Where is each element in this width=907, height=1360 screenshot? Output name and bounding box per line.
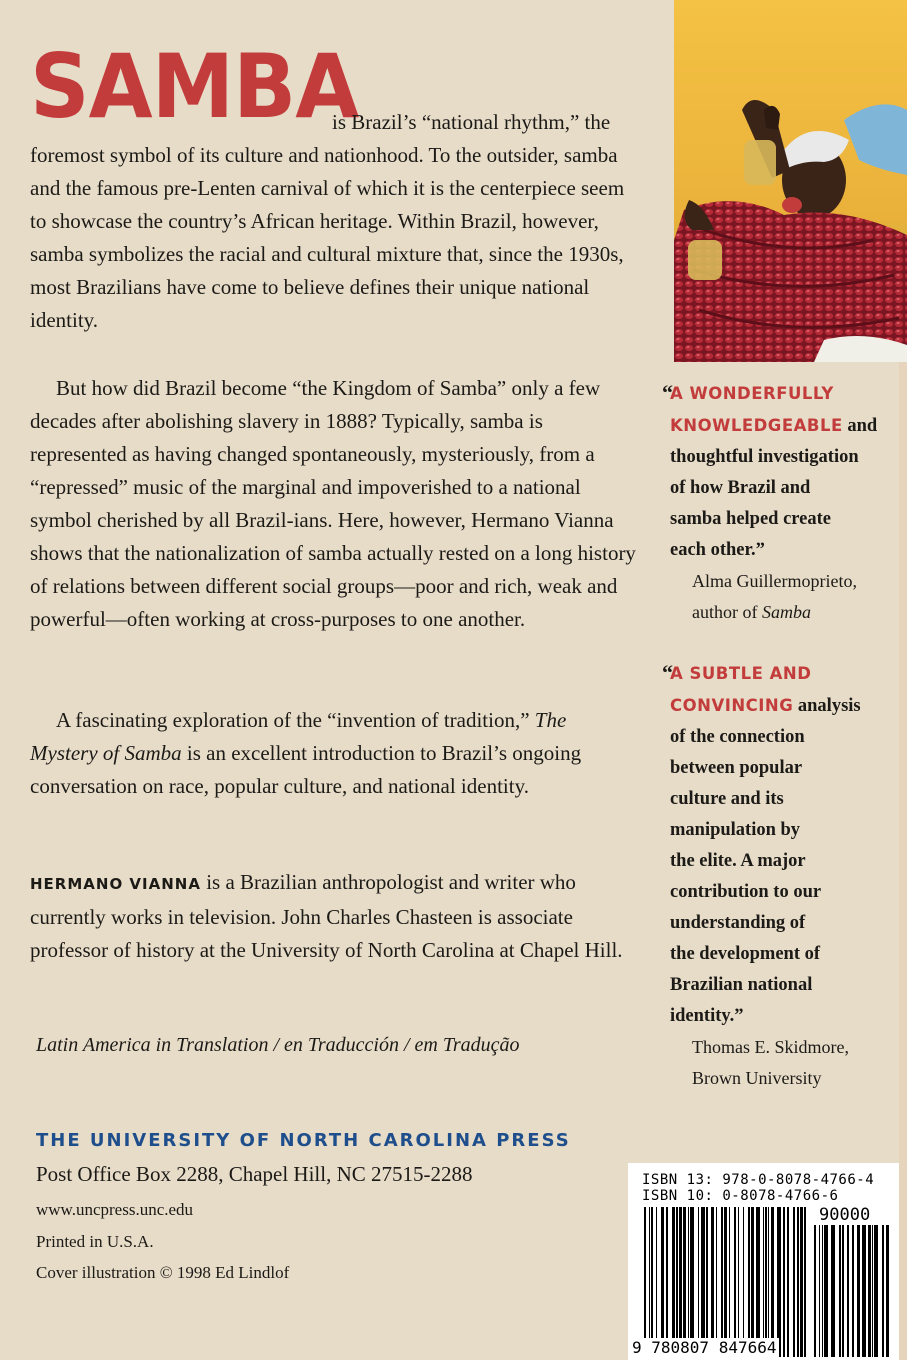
barcode-bar <box>729 1207 730 1357</box>
quote-1-author-detail <box>692 597 811 628</box>
barcode-bar <box>768 1207 769 1357</box>
barcode-bar <box>738 1207 739 1357</box>
description-paragraph-2: But how did Brazil become “the Kingdom of Samba” only a few decades after abolishing slavery in 1888? Typically, samba is represented as having changed spontaneously, mysteriously, from a “repressed” music of the marginal and impoverished to a national symbol cherished by all Brazil-ians. Here, however, Hermano Vianna shows that the nationalization of samba actually rested on a long history of relations between different social groups—poor and rich, weak and powerful—often working at cross-purposes to one another. <box>30 376 636 631</box>
barcode-bar <box>824 1225 828 1357</box>
barcode-bar <box>886 1225 889 1357</box>
barcode-bar <box>763 1207 764 1357</box>
quote-1-line: samba helped create <box>670 509 831 529</box>
barcode-bar <box>683 1207 686 1357</box>
quote-2-author: Thomas E. Skidmore, <box>692 1037 849 1057</box>
publisher-name: THE UNIVERSITY OF NORTH CAROLINA PRESS <box>36 1130 571 1151</box>
quote-2-line: Brazilian national <box>670 975 813 995</box>
illustration-credit: Cover illustration © 1998 Ed Lindlof <box>36 1263 290 1282</box>
quote-1-open-mark: “ <box>662 380 673 405</box>
quote-2-line: of the connection <box>670 727 805 747</box>
quote-1-author: Alma Guillermoprieto, <box>692 571 857 591</box>
barcode-bar <box>679 1207 682 1357</box>
quote-2-caps-2: CONVINCING <box>670 696 794 715</box>
barcode-bar <box>644 1207 646 1357</box>
barcode-digits: 9 780807 847664 <box>632 1338 777 1357</box>
barcode-bar <box>787 1207 789 1357</box>
isbn-10: ISBN 10: 0-8078-4766-6 <box>642 1188 839 1204</box>
paragraph-3-rest: is an excellent introduction to Brazil’s ongoing conversation on race, popular culture, and national identity. <box>30 741 582 798</box>
cover-illustration <box>674 0 907 362</box>
quote-2-line: identity.” <box>670 1006 744 1026</box>
barcode-bar <box>814 1225 816 1357</box>
barcode-bar <box>868 1225 871 1357</box>
barcode-bar <box>839 1225 841 1357</box>
barcode-bar <box>688 1207 689 1357</box>
barcode-bar <box>852 1225 854 1357</box>
barcode-bar <box>847 1225 849 1357</box>
description-paragraph-3 <box>30 704 638 803</box>
barcode-bars <box>644 1207 810 1357</box>
isbn-13: ISBN 13: 978-0-8078-4766-4 <box>642 1172 875 1188</box>
barcode-bar <box>756 1207 760 1357</box>
addon-barcode-bars <box>814 1225 892 1357</box>
barcode-bar <box>661 1207 664 1357</box>
quote-2-line: manipulation by <box>670 820 801 840</box>
barcode-bar <box>748 1207 750 1357</box>
barcode-bar <box>724 1207 727 1357</box>
quote-2-line: between popular <box>670 758 803 778</box>
barcode-bar <box>793 1207 795 1357</box>
quote-1-line-2-rest: and <box>842 416 878 436</box>
review-quote-1 <box>662 378 895 566</box>
barcode-bar <box>676 1207 678 1357</box>
quote-1-line: of how Brazil and <box>670 478 811 498</box>
quote-2-line: culture and its <box>670 789 784 809</box>
author-name: HERMANO VIANNA <box>30 875 201 893</box>
barcode-panel <box>628 1163 899 1360</box>
barcode-bar <box>857 1225 860 1357</box>
barcode-bar <box>819 1225 820 1357</box>
quote-1-author-detail-lead: author of <box>692 602 762 622</box>
barcode-bar <box>649 1207 650 1357</box>
barcode-bar <box>672 1207 675 1357</box>
barcode-bar <box>716 1207 717 1357</box>
price-code: 90000 <box>819 1205 871 1225</box>
barcode-bar <box>783 1207 785 1357</box>
quote-2-open-mark: “ <box>662 660 673 685</box>
quote-1-author-book: Samba <box>761 602 811 622</box>
barcode-bar <box>751 1207 754 1357</box>
book-title: The Mystery of Samba <box>30 708 567 765</box>
barcode-bar <box>690 1207 694 1357</box>
series-title: Latin America in Translation / en Traducción / em Tradução <box>36 1034 520 1056</box>
quote-2-caps-1: A SUBTLE AND <box>670 664 812 683</box>
barcode-bar <box>822 1225 823 1357</box>
barcode-bar <box>698 1207 699 1357</box>
barcode-bar <box>872 1225 873 1357</box>
barcode-bar <box>743 1207 744 1357</box>
barcode-bar <box>711 1207 714 1357</box>
description-paragraph-1: is Brazil’s “national rhythm,” the foremost symbol of its culture and nationhood. To the outsider, samba and the famous pre-Lenten carnival of which it is the centerpiece seem to showcase the country’s African heritage. Within Brazil, however, samba symbolizes the racial and cultural mixture that, since the 1930s, most Brazilians have come to believe defines their unique national identity. <box>30 110 625 332</box>
barcode-bar <box>701 1207 705 1357</box>
headline: SAMBA <box>30 35 359 138</box>
publisher-website[interactable]: www.uncpress.unc.edu <box>36 1200 194 1219</box>
barcode-bar <box>874 1225 878 1357</box>
barcode-bar <box>797 1207 799 1357</box>
barcode-bar <box>831 1225 835 1357</box>
quote-1-line: thoughtful investigation <box>670 447 859 467</box>
barcode-bar <box>765 1207 767 1357</box>
barcode-bar <box>706 1207 708 1357</box>
barcode-bar <box>656 1207 657 1357</box>
barcode-bar <box>882 1225 884 1357</box>
barcode-bar <box>734 1207 736 1357</box>
barcode-bar <box>800 1207 803 1357</box>
quote-1-line: each other.” <box>670 540 765 560</box>
barcode-bar <box>777 1207 781 1357</box>
barcode-bar <box>721 1207 723 1357</box>
quote-2-line-2-rest: analysis <box>793 696 861 716</box>
barcode-bar <box>651 1207 653 1357</box>
barcode-bar <box>666 1207 668 1357</box>
barcode-bar <box>804 1207 806 1357</box>
review-quote-2 <box>662 658 895 1032</box>
dancer-illustration <box>674 0 907 362</box>
barcode-bar <box>771 1207 774 1357</box>
author-bio-text: is a Brazilian anthropologist and writer who currently works in television. John Charles Chasteen is associate professor of history at the University of North Carolina at Chapel Hill. <box>30 870 623 962</box>
quote-2-line: understanding of <box>670 913 806 933</box>
quote-2-line: contribution to our <box>670 882 822 902</box>
quote-2-line: the elite. A major <box>670 851 806 871</box>
barcode-bar <box>842 1225 844 1357</box>
quote-2-line: the development of <box>670 944 821 964</box>
barcode-bar <box>862 1225 866 1357</box>
publisher-address: Post Office Box 2288, Chapel Hill, NC 27515-2288 <box>36 1162 473 1186</box>
paragraph-3-lead: A fascinating exploration of the “invention of tradition,” <box>56 708 530 732</box>
quote-1-caps-1: A WONDERFULLY <box>670 384 834 403</box>
quote-2-author-detail: Brown University <box>692 1068 822 1088</box>
author-bio <box>30 866 638 967</box>
printed-in: Printed in U.S.A. <box>36 1232 154 1251</box>
quote-1-caps-2: KNOWLEDGEABLE <box>670 416 843 435</box>
